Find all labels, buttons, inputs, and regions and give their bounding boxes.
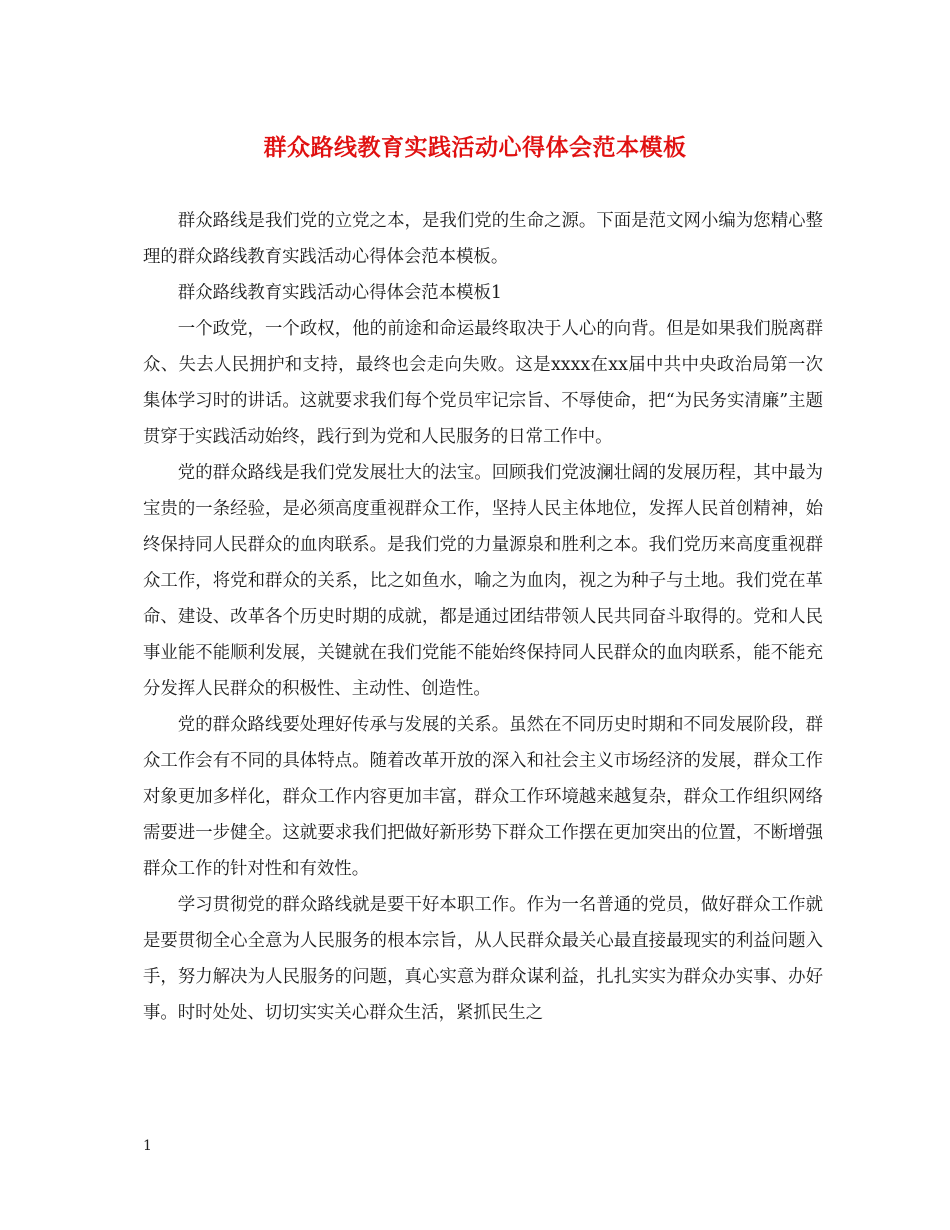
intro-paragraph: 群众路线是我们党的立党之本，是我们党的生命之源。下面是范文网小编为您精心整理的群众路线教育实践活动心得体会范本模板。 xyxy=(143,211,823,267)
body-paragraph: 党的群众路线要处理好传承与发展的关系。虽然在不同历史时期和不同发展阶段，群众工作会有不同的具体特点。随着改革开放的深入和社会主义市场经济的发展，群众工作对象更加多样化，群众工作内容更加丰富，群众工作环境越来越复杂，群众工作组织网络需要进一步健全。这就要求我们把做好新形势下群众工作摆在更加突出的位置，不断增强群众工作的针对性和有效性。 xyxy=(143,715,823,879)
section-heading: 群众路线教育实践活动心得体会范本模板1 xyxy=(177,283,502,303)
body-paragraph: 党的群众路线是我们党发展壮大的法宝。回顾我们党波澜壮阔的发展历程，其中最为宝贵的一条经验，是必须高度重视群众工作，坚持人民主体地位，发挥人民首创精神，始终保持同人民群众的血肉联系。是我们党的力量源泉和胜利之本。我们党历来高度重视群众工作，将党和群众的关系，比之如鱼水，喻之为血肉，视之为种子与土地。我们党在革命、建设、改革各个历史时期的成就，都是通过团结带领人民共同奋斗取得的。党和人民事业能不能顺利发展，关键就在我们党能不能始终保持同人民群众的血肉联系，能不能充分发挥人民群众的积极性、主动性、创造性。 xyxy=(143,463,823,699)
page-number: 1 xyxy=(143,1138,152,1154)
document-title: 群众路线教育实践活动心得体会范本模板 xyxy=(263,134,687,161)
document-body xyxy=(143,203,823,1031)
body-paragraph: 学习贯彻党的群众路线就是要干好本职工作。作为一名普通的党员，做好群众工作就是要贯彻全心全意为人民服务的根本宗旨，从人民群众最关心最直接最现实的利益问题入手，努力解决为人民服务的问题，真心实意为群众谋利益，扎扎实实为群众办实事、办好事。时时处处、切切实实关心群众生活，紧抓民生之 xyxy=(143,895,823,1023)
body-paragraph: 一个政党，一个政权，他的前途和命运最终取决于人心的向背。但是如果我们脱离群众、失去人民拥护和支持，最终也会走向失败。这是xxxx在xx届中共中央政治局第一次集体学习时的讲话。这就要求我们每个党员牢记宗旨、不辱使命，把“为民务实清廉”主题贯穿于实践活动始终，践行到为党和人民服务的日常工作中。 xyxy=(143,319,823,447)
